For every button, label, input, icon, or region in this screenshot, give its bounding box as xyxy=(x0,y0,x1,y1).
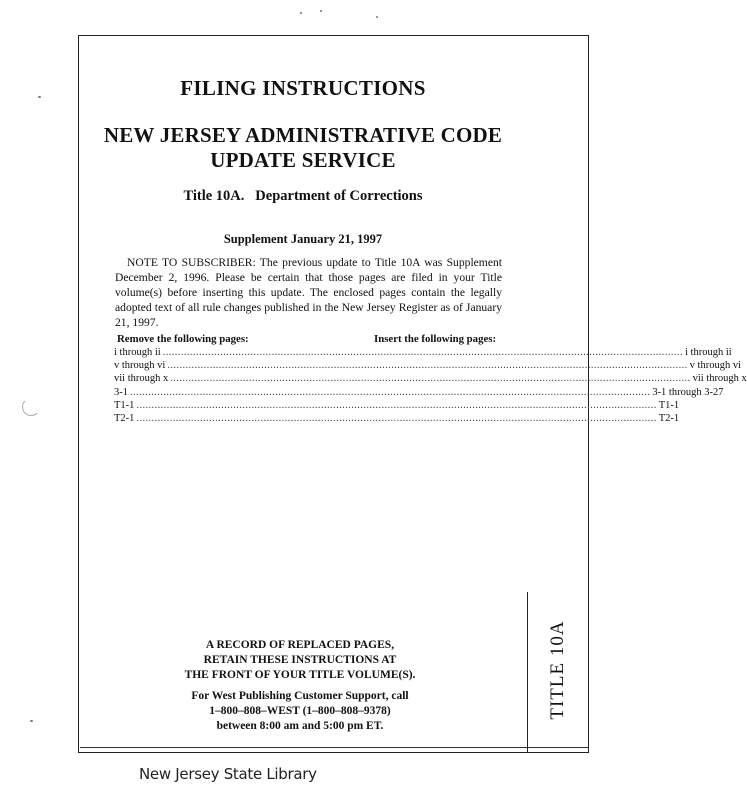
page-replacement-list xyxy=(114,346,747,425)
record-notice xyxy=(150,638,450,683)
subscriber-note: NOTE TO SUBSCRIBER: The previous update to Title 10A was Supplement December 2, 1996. Please be certain that those pages are filed in your Title volume(s) before inserting this update. The enclosed pages contain the legally adopted text of all rule changes published in the New Jersey Register as of January 21, 1997. xyxy=(115,256,502,329)
subheading-line-1: NEW JERSEY ADMINISTRATIVE CODE xyxy=(103,123,503,147)
record-line-3: THE FRONT OF YOUR TITLE VOLUME(S). xyxy=(184,669,416,681)
remove-header: Remove the following pages: xyxy=(117,333,249,345)
list-item xyxy=(114,346,732,359)
list-item xyxy=(114,359,741,372)
insert-pages: T1-1 xyxy=(658,399,680,411)
leader-dots: ............................................................................................................................................................................ xyxy=(136,399,657,411)
support-phone: 1–800–808–WEST (1–800–808–9378) xyxy=(209,705,391,717)
support-hours: between 8:00 am and 5:00 pm ET. xyxy=(216,720,384,732)
insert-pages: i through ii xyxy=(684,347,732,358)
insert-pages: v through vi xyxy=(689,360,741,372)
leader-dots: ............................................................................................................................................................................ xyxy=(130,386,651,398)
bottom-rule xyxy=(80,747,589,748)
leader-dots: ............................................................................................................................................................................ xyxy=(136,412,657,424)
scan-speck xyxy=(376,16,378,18)
support-notice xyxy=(150,689,450,734)
title-line: Title 10A. Department of Corrections xyxy=(183,188,423,204)
punch-hole-mark xyxy=(22,398,40,416)
record-line-2: RETAIN THESE INSTRUCTIONS AT xyxy=(203,654,397,666)
remove-pages: T2-1 xyxy=(114,412,135,424)
subheading xyxy=(78,123,528,173)
insert-pages: vii through x xyxy=(692,373,747,385)
side-tab-label: TITLE 10A xyxy=(547,620,568,720)
remove-pages: T1-1 xyxy=(114,399,135,411)
record-line-1: A RECORD OF REPLACED PAGES, xyxy=(205,639,395,651)
remove-pages: vii through x xyxy=(114,373,169,385)
scan-speck xyxy=(320,10,322,12)
scan-speck xyxy=(30,720,33,722)
scan-speck xyxy=(38,96,41,98)
insert-header: Insert the following pages: xyxy=(374,333,497,345)
support-line-1: For West Publishing Customer Support, call xyxy=(191,690,409,702)
remove-pages: v through vi xyxy=(114,360,166,372)
remove-pages: i through ii xyxy=(114,347,161,358)
list-item xyxy=(114,399,680,412)
supplement-date: Supplement January 21, 1997 xyxy=(223,232,383,246)
leader-dots: ............................................................................................................................................................................ xyxy=(167,360,688,372)
scan-speck xyxy=(300,12,302,14)
insert-pages: 3-1 through 3-27 xyxy=(652,386,724,398)
side-tab-rule xyxy=(527,592,528,752)
leader-dots: ............................................................................................................................................................................ xyxy=(170,373,691,385)
heading: FILING INSTRUCTIONS xyxy=(180,76,426,100)
subheading-line-2: UPDATE SERVICE xyxy=(210,148,396,172)
list-item xyxy=(114,372,747,385)
list-item xyxy=(114,386,724,399)
insert-pages: T2-1 xyxy=(658,412,680,424)
library-stamp: New Jersey State Library xyxy=(139,765,317,783)
list-item xyxy=(114,412,680,425)
leader-dots: ............................................................................................................................................................................ xyxy=(162,347,683,358)
remove-pages: 3-1 xyxy=(114,386,128,398)
